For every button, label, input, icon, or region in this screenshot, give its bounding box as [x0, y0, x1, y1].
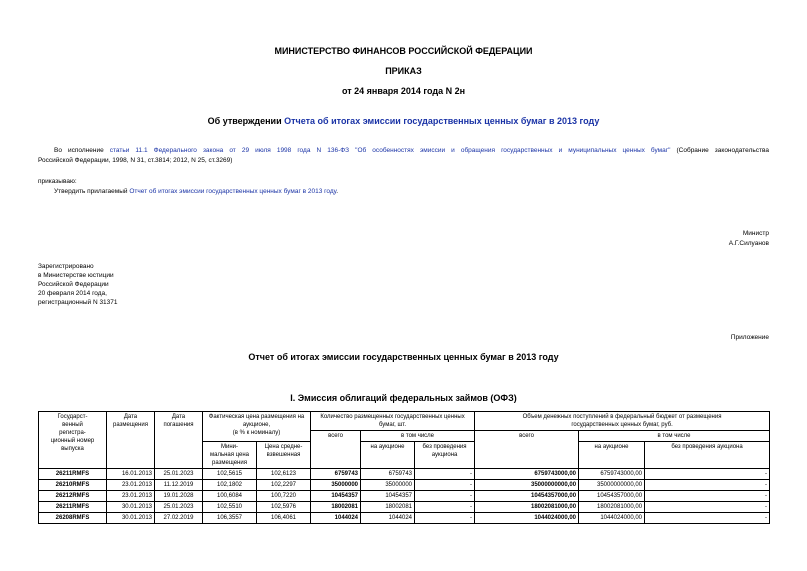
order-word: приказываю: — [38, 178, 77, 185]
cell-maturity-date: 11.12.2019 — [155, 480, 203, 491]
table-row — [39, 480, 770, 491]
header-money-total: всего — [475, 431, 579, 469]
ministry-name: МИНИСТЕРСТВО ФИНАНСОВ РОССИЙСКОЙ ФЕДЕРАЦИИ — [274, 46, 533, 56]
header-placement-date: Дата размещения — [107, 412, 155, 469]
cell-reg-number: 26212RMFS — [39, 491, 107, 502]
table-row — [39, 469, 770, 480]
cell-qty-auction: 6759743 — [361, 469, 415, 480]
document-title-link[interactable]: Отчета об итогах эмиссии государственных ценных бумаг в 2013 году — [284, 116, 600, 126]
header-price-min: Мини- мальная цена размещения — [203, 442, 257, 469]
cell-price-avg: 106,4061 — [257, 513, 311, 524]
header-qty-incl: в том числе — [361, 431, 475, 442]
document-type: ПРИКАЗ — [385, 66, 422, 76]
cell-money-total: 6759743000,00 — [475, 469, 579, 480]
cell-money-noauction: - — [645, 480, 770, 491]
cell-money-total: 1044024000,00 — [475, 513, 579, 524]
cell-money-noauction: - — [645, 469, 770, 480]
cell-price-avg: 102,6123 — [257, 469, 311, 480]
cell-qty-auction: 1044024 — [361, 513, 415, 524]
cell-placement-date: 30.01.2013 — [107, 513, 155, 524]
law-reference-link[interactable]: статьи 11.1 Федерального закона от 29 июля 1998 года N 136-ФЗ "Об особенностях эмиссии и обращения государственных и муниципальных ценных бумаг" — [109, 147, 671, 154]
cell-maturity-date: 25.01.2023 — [155, 469, 203, 480]
header-money-noauction: без проведения аукциона — [645, 442, 770, 469]
header-money: Объем денежных поступлений в федеральный бюджет от размещения государственных ценных бумаг, руб. — [475, 412, 770, 431]
cell-placement-date: 30.01.2013 — [107, 502, 155, 513]
cell-qty-total: 10454357 — [311, 491, 361, 502]
cell-price-min: 100,6084 — [203, 491, 257, 502]
report-link[interactable]: Отчет об итогах эмиссии государственных ценных бумаг в 2013 году — [129, 188, 337, 195]
table-row — [39, 513, 770, 524]
cell-qty-total: 35000000 — [311, 480, 361, 491]
cell-money-noauction: - — [645, 491, 770, 502]
cell-money-noauction: - — [645, 513, 770, 524]
approve-prefix: Утвердить прилагаемый — [54, 188, 130, 195]
cell-price-min: 102,1802 — [203, 480, 257, 491]
cell-qty-total: 1044024 — [311, 513, 361, 524]
header-money-incl: в том числе — [579, 431, 770, 442]
table-row — [39, 491, 770, 502]
registration-block — [38, 262, 118, 307]
cell-reg-number: 26208RMFS — [39, 513, 107, 524]
table-row — [39, 502, 770, 513]
header-reg-number: Государст- венный регистра- ционный номер выпуска — [39, 412, 107, 469]
body-paragraph-prefix: Во исполнение — [54, 147, 110, 154]
cell-price-min: 102,5615 — [203, 469, 257, 480]
cell-qty-noauction: - — [415, 513, 475, 524]
registration-line: 20 февраля 2014 года, — [38, 290, 107, 297]
document-title-prefix: Об утверждении — [207, 116, 285, 126]
approve-line — [54, 188, 338, 195]
cell-qty-auction: 10454357 — [361, 491, 415, 502]
cell-money-auction: 35000000000,00 — [579, 480, 645, 491]
approve-suffix: . — [336, 188, 339, 195]
appendix-title: Отчет об итогах эмиссии государственных ценных бумаг в 2013 году — [248, 352, 559, 362]
registration-line: Российской Федерации — [38, 281, 109, 288]
header-price: Фактическая цена размещения на аукционе, (в % к номиналу) — [203, 412, 311, 442]
signature-position: Министр — [742, 230, 769, 237]
cell-placement-date: 16.01.2013 — [107, 469, 155, 480]
cell-price-min: 102,5510 — [203, 502, 257, 513]
cell-money-noauction: - — [645, 502, 770, 513]
document-date-number: от 24 января 2014 года N 2н — [341, 86, 466, 96]
cell-reg-number: 26211RMFS — [39, 502, 107, 513]
cell-maturity-date: 27.02.2019 — [155, 513, 203, 524]
cell-qty-noauction: - — [415, 502, 475, 513]
cell-qty-noauction: - — [415, 469, 475, 480]
cell-money-auction: 10454357000,00 — [579, 491, 645, 502]
registration-line: в Министерстве юстиции — [38, 272, 114, 279]
cell-money-total: 18002081000,00 — [475, 502, 579, 513]
body-paragraph-line2: Российской Федерации, 1998, N 31, ст.3814; 2012, N 25, ст.3269) — [38, 157, 233, 164]
header-quantity: Количество размещенных государственных ценных бумаг, шт. — [311, 412, 475, 431]
cell-qty-auction: 18002081 — [361, 502, 415, 513]
cell-price-avg: 102,5976 — [257, 502, 311, 513]
cell-price-min: 106,3557 — [203, 513, 257, 524]
cell-price-avg: 102,2297 — [257, 480, 311, 491]
section-title: I. Эмиссия облигаций федеральных займов (ОФЗ) — [290, 393, 517, 403]
cell-qty-total: 18002081 — [311, 502, 361, 513]
header-qty-total: всего — [311, 431, 361, 469]
cell-maturity-date: 25.01.2023 — [155, 502, 203, 513]
header-money-auction: на аукционе — [579, 442, 645, 469]
cell-qty-total: 6759743 — [311, 469, 361, 480]
cell-qty-auction: 35000000 — [361, 480, 415, 491]
header-qty-auction: на аукционе — [361, 442, 415, 469]
cell-price-avg: 100,7220 — [257, 491, 311, 502]
registration-line: Зарегистрировано — [38, 263, 94, 270]
body-paragraph-suffix: (Собрание законодательства — [670, 147, 769, 154]
cell-money-auction: 6759743000,00 — [579, 469, 645, 480]
header-price-avg: Цена средне- взвешенная — [257, 442, 311, 469]
body-paragraph-line1 — [54, 147, 769, 154]
cell-reg-number: 26210RMFS — [39, 480, 107, 491]
cell-money-auction: 1044024000,00 — [579, 513, 645, 524]
appendix-label: Приложение — [730, 334, 769, 341]
cell-placement-date: 23.01.2013 — [107, 491, 155, 502]
cell-money-auction: 18002081000,00 — [579, 502, 645, 513]
cell-reg-number: 26211RMFS — [39, 469, 107, 480]
registration-line: регистрационный N 31371 — [38, 299, 118, 306]
signature-name: А.Г.Силуанов — [728, 240, 769, 247]
ofz-table — [38, 411, 770, 524]
cell-money-total: 35000000000,00 — [475, 480, 579, 491]
cell-qty-noauction: - — [415, 480, 475, 491]
document-title — [0, 116, 807, 126]
cell-qty-noauction: - — [415, 491, 475, 502]
cell-placement-date: 23.01.2013 — [107, 480, 155, 491]
header-qty-noauction: без проведения аукциона — [415, 442, 475, 469]
cell-money-total: 10454357000,00 — [475, 491, 579, 502]
cell-maturity-date: 19.01.2028 — [155, 491, 203, 502]
header-maturity-date: Дата погашения — [155, 412, 203, 469]
